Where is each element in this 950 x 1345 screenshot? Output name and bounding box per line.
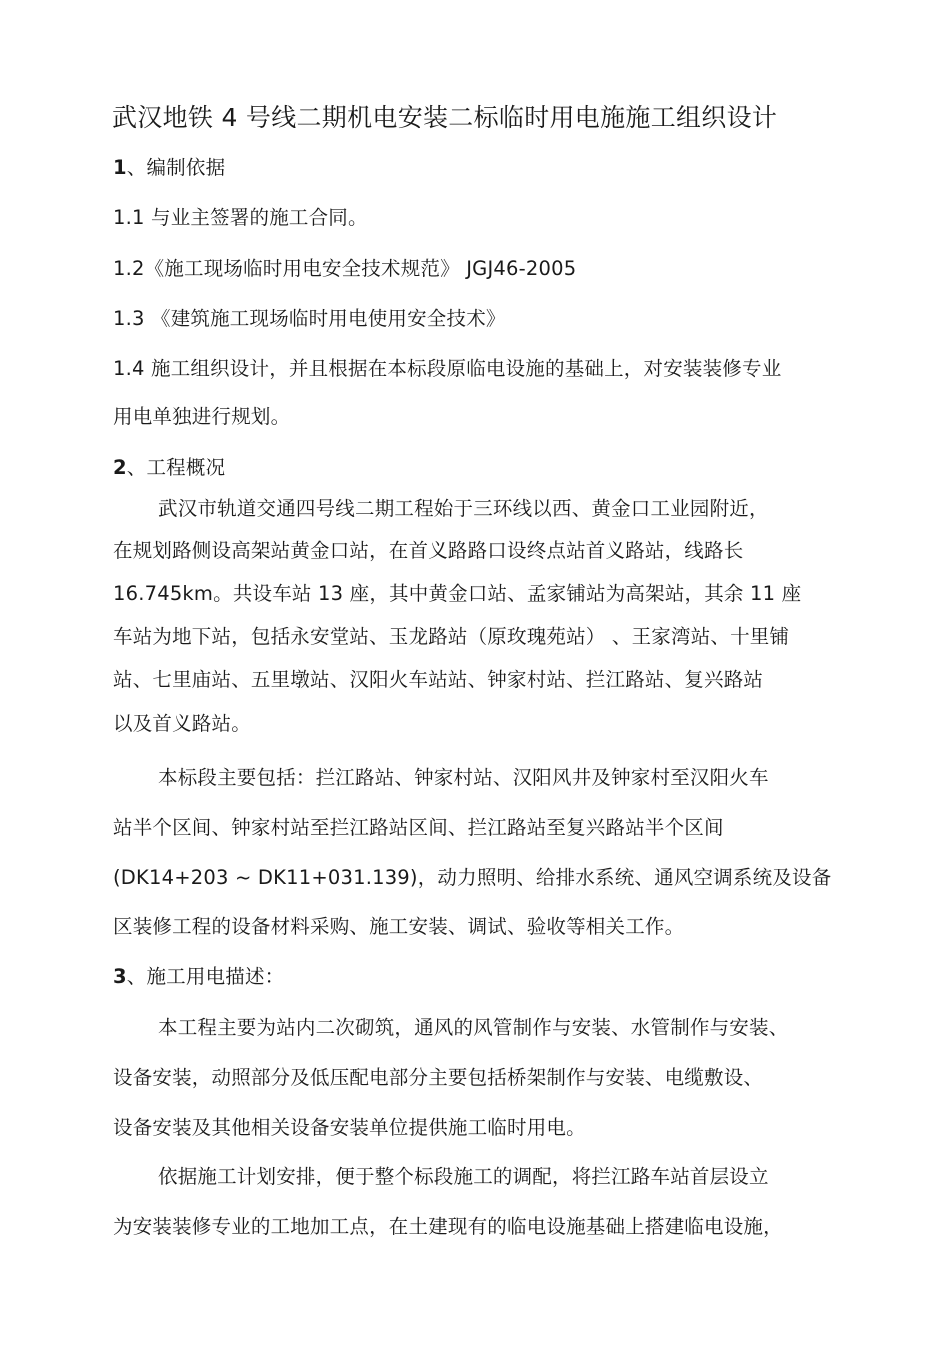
section-3-paragraph-line: 依据施工计划安排，便于整个标段施工的调配，将拦江路车站首层设立 [158,1165,769,1188]
section-2-paragraph-line: 16.745km。共设车站 13 座，其中黄金口站、孟家铺站为高架站，其余 11 座 [113,582,802,605]
section-1-item: 1.4 施工组织设计，并且根据在本标段原临电设施的基础上，对安装装修专业 [113,357,782,380]
section-2-paragraph-line: 本标段主要包括：拦江路站、钟家村站、汉阳风井及钟家村至汉阳火车 [158,766,769,789]
section-2-paragraph-line: 区装修工程的设备材料采购、施工安装、调试、验收等相关工作。 [113,915,685,938]
section-1-item: 1.2《施工现场临时用电安全技术规范》 JGJ46-2005 [113,257,577,280]
section-1-number: 1 [113,156,127,179]
section-1-heading-text: 、编制依据 [126,156,226,179]
section-3-heading-text: 、施工用电描述： [126,965,285,988]
section-3-paragraph-line: 设备安装，动照部分及低压配电部分主要包括桥架制作与安装、电缆敷设、 [113,1066,764,1089]
section-2-number: 2 [113,456,127,479]
section-2-paragraph-line: 武汉市轨道交通四号线二期工程始于三环线以西、黄金口工业园附近， [158,497,769,520]
section-2-heading-text: 、工程概况 [126,456,226,479]
section-1-item: 1.3 《建筑施工现场临时用电使用安全技术》 [113,307,506,330]
section-3-paragraph-line: 设备安装及其他相关设备安装单位提供施工临时用电。 [113,1116,586,1139]
document-title: 武汉地铁 4 号线二期机电安装二标临时用电施施工组织设计 [112,103,778,132]
section-3-paragraph-line: 为安装装修专业的工地加工点，在土建现有的临电设施基础上搭建临电设施， [113,1215,783,1238]
section-2-paragraph-line: (DK14+203 ~ DK11+031.139)，动力照明、给排水系统、通风空调系统及设备 [113,866,832,889]
section-2-paragraph-line: 以及首义路站。 [113,712,251,735]
section-2-paragraph-line: 站半个区间、钟家村站至拦江路站区间、拦江路站至复兴路站半个区间 [113,816,724,839]
section-1-item: 用电单独进行规划。 [113,405,291,428]
section-3-number: 3 [113,965,127,988]
section-1-heading [113,155,225,181]
section-2-paragraph-line: 站、七里庙站、五里墩站、汉阳火车站站、钟家村站、拦江路站、复兴路站 [113,668,764,691]
section-2-paragraph-line: 车站为地下站，包括永安堂站、玉龙路站（原玫瑰苑站） 、王家湾站、十里铺 [113,625,790,648]
section-3-heading [113,964,284,990]
section-2-paragraph-line: 在规划路侧设高架站黄金口站，在首义路路口设终点站首义路站，线路长 [113,539,744,562]
section-2-heading [113,455,225,481]
section-3-paragraph-line: 本工程主要为站内二次砌筑，通风的风管制作与安装、水管制作与安装、 [158,1016,789,1039]
section-1-item: 1.1 与业主签署的施工合同。 [113,206,368,229]
